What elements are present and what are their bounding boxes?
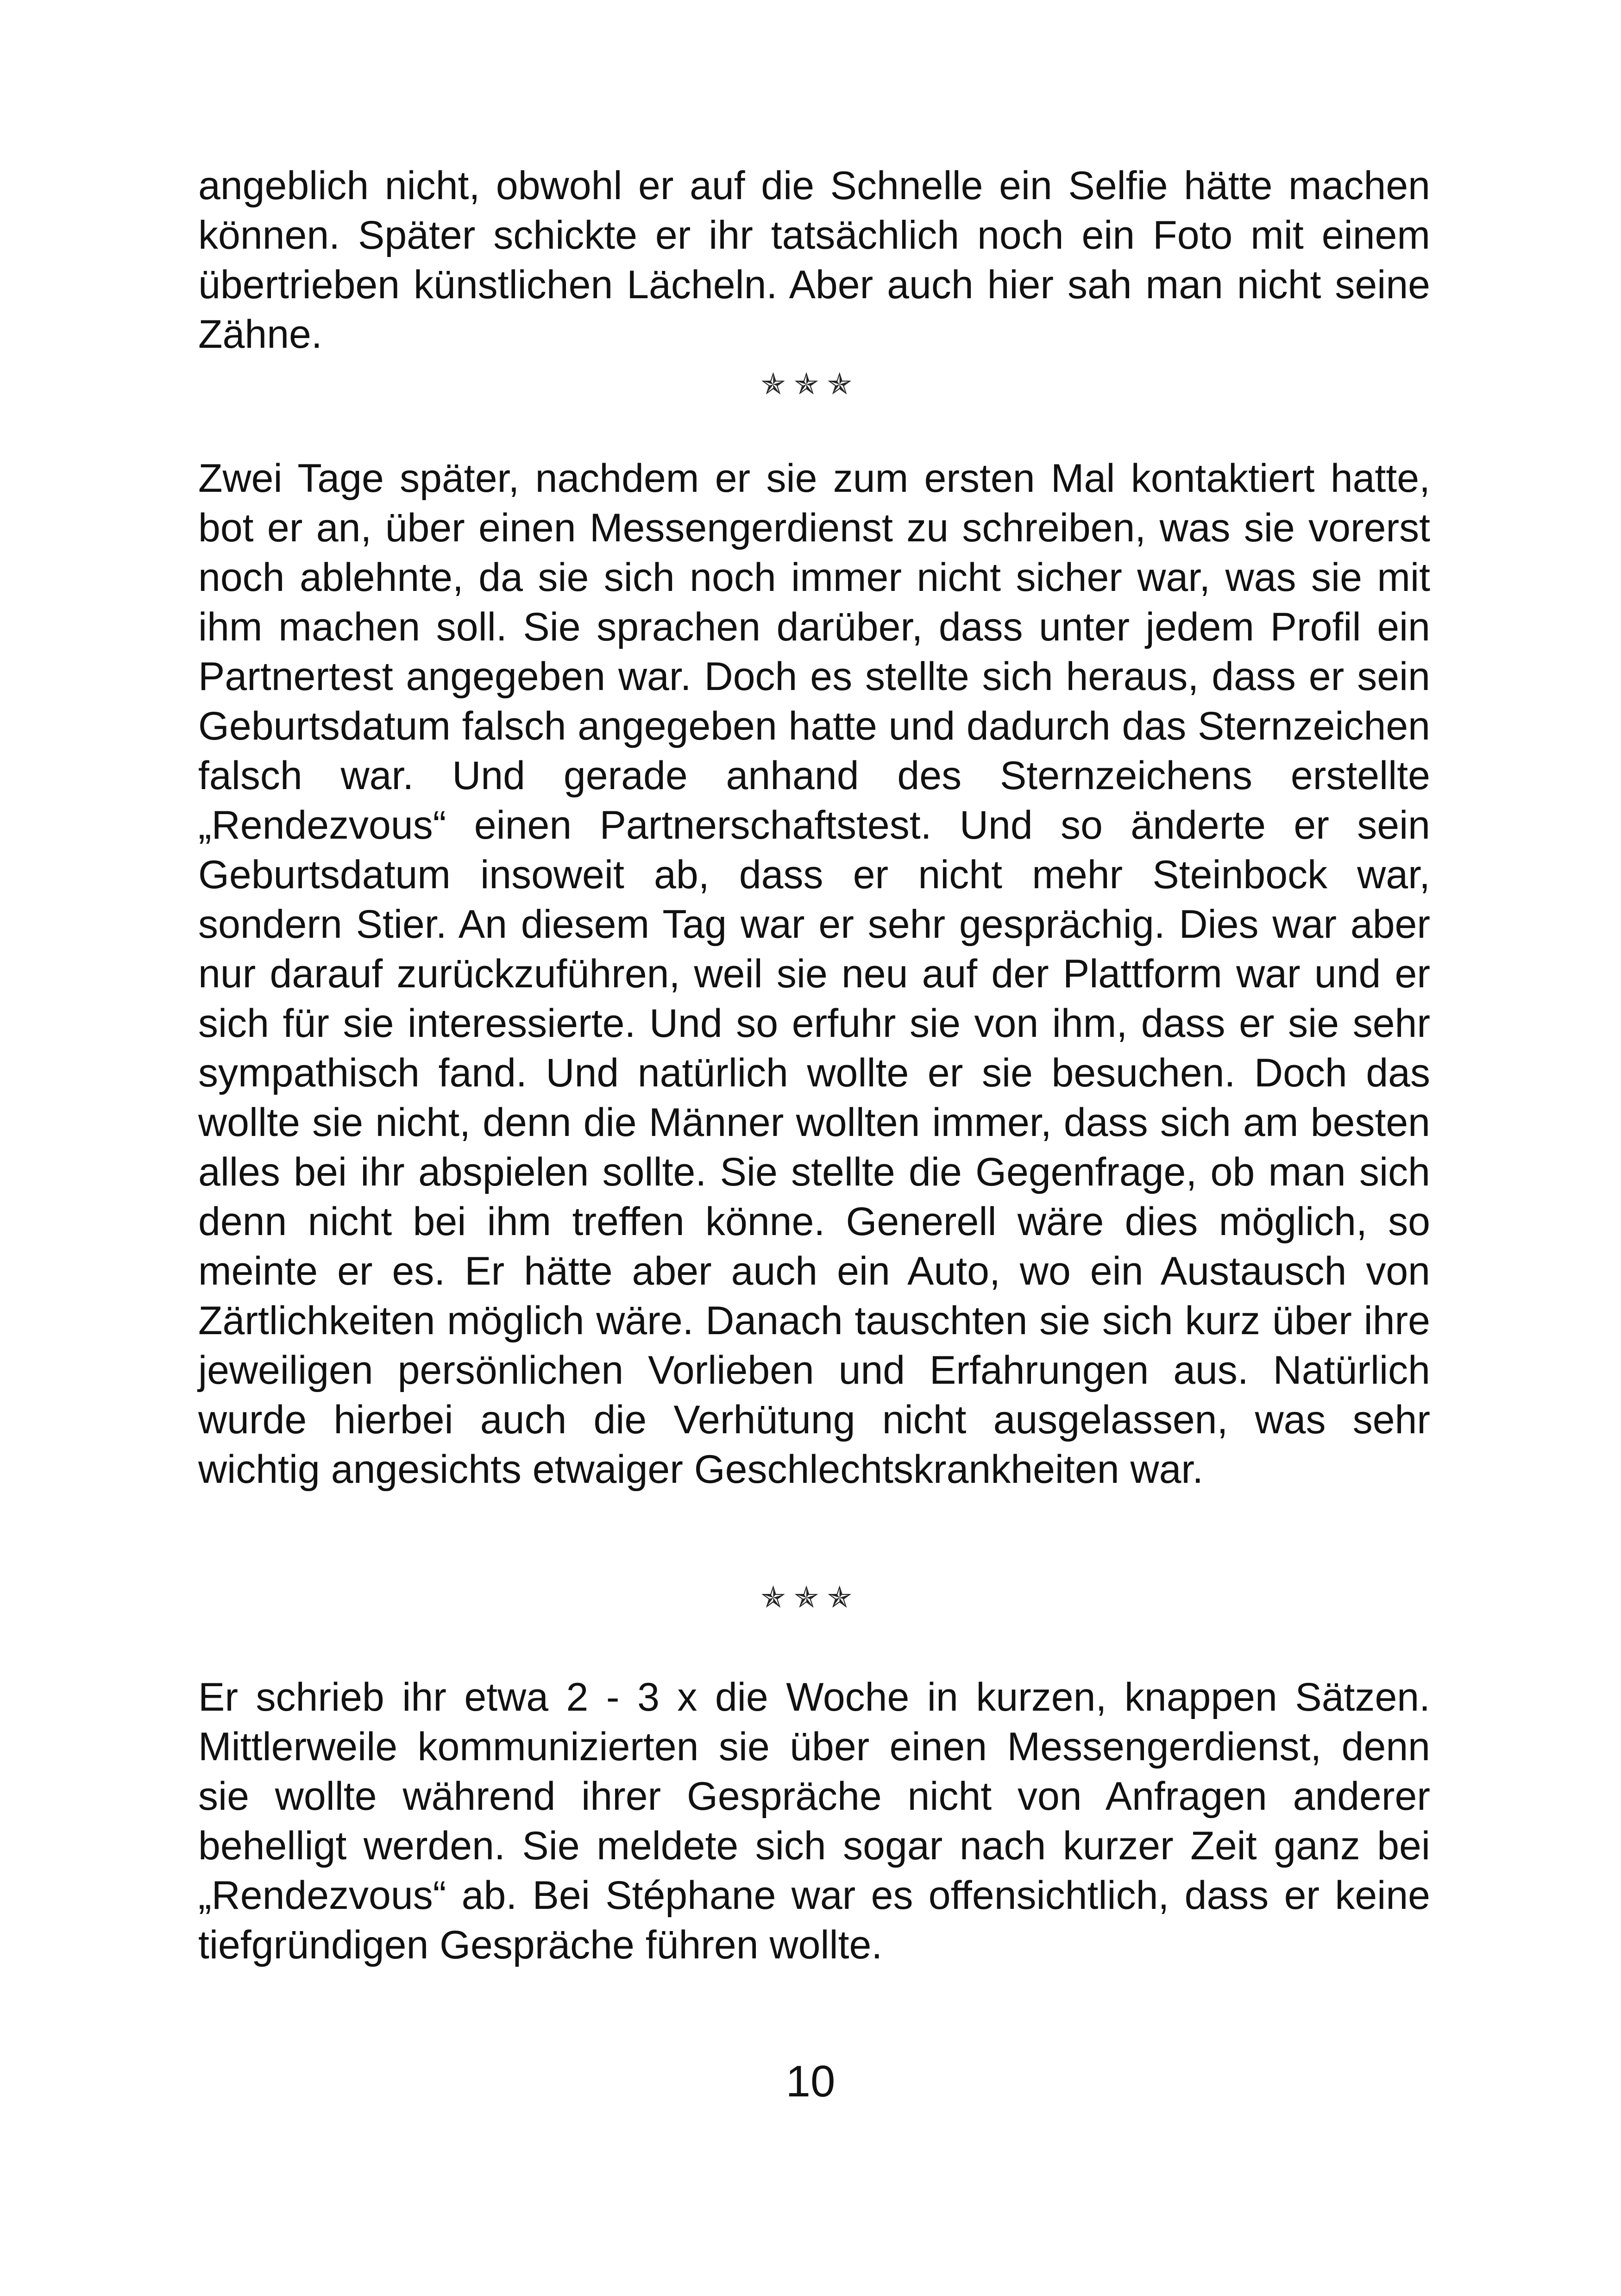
paragraph: Zwei Tage später, nachdem er sie zum ersten Mal kontaktiert hatte, bot er an, über einen Messengerdienst zu schreiben, was sie vorerst noch ablehnte, da sie sich noch immer nicht sicher war, was sie mit ihm machen soll. Sie sprachen darüber, dass unter jedem Profil ein Partnertest angegeben war. Doch es stellte sich heraus, dass er sein Geburtsdatum falsch angegeben hatte und dadurch das Sternzeichen falsch war. Und gerade anhand des Sternzeichens erstellte „Rendezvous“ einen Partnerschaftstest. Und so änderte er sein Geburtsdatum insoweit ab, dass er nicht mehr Steinbock war, sondern Stier. An diesem Tag war er sehr gesprächig. Dies war aber nur darauf zurückzuführen, weil sie neu auf der Plattform war und er sich für sie interessierte. Und so erfuhr sie von ihm, dass er sie sehr sympathisch fand. Und natürlich wollte er sie besuchen. Doch das wollte sie nicht, denn die Männer wollten immer, dass sich am besten alles bei ihr abspielen sollte. Sie stellte die Gegenfrage, ob man sich denn nicht bei ihm treffen könne. Generell wäre dies möglich, so meinte er es. Er hätte aber auch ein Auto, wo ein Austausch von Zärtlichkeiten möglich wäre. Danach tauschten sie sich kurz über ihre jeweiligen persönlichen Vorlieben und Erfahrungen aus. Natürlich wurde hierbei auch die Verhütung nicht ausgelassen, was sehr wichtig angesichts etwaiger Geschlechtskrankheiten war. bbox=[198, 456, 1430, 1492]
page-number: 10 bbox=[785, 2057, 836, 2106]
paragraph: Er schrieb ihr etwa 2 - 3 x die Woche in kurzen, knappen Sätzen. Mittlerweile kommunizierten sie über einen Messengerdienst, denn sie wollte während ihrer Gespräche nicht von Anfragen anderer behelligt werden. Sie meldete sich sogar nach kurzer Zeit ganz bei „Rendezvous“ ab. Bei Stéphane war es offensichtlich, dass er keine tiefgründigen Gespräche führen wollte. bbox=[198, 1675, 1430, 1967]
paragraph: angeblich nicht, obwohl er auf die Schnelle ein Selfie hätte machen können. Später schickte er ihr tatsächlich noch ein Foto mit einem übertrieben künstlichen Lächeln. Aber auch hier sah man nicht seine Zähne. bbox=[198, 163, 1430, 357]
section-separator: ✯✯✯ bbox=[760, 1581, 861, 1615]
section-separator: ✯✯✯ bbox=[760, 367, 861, 401]
